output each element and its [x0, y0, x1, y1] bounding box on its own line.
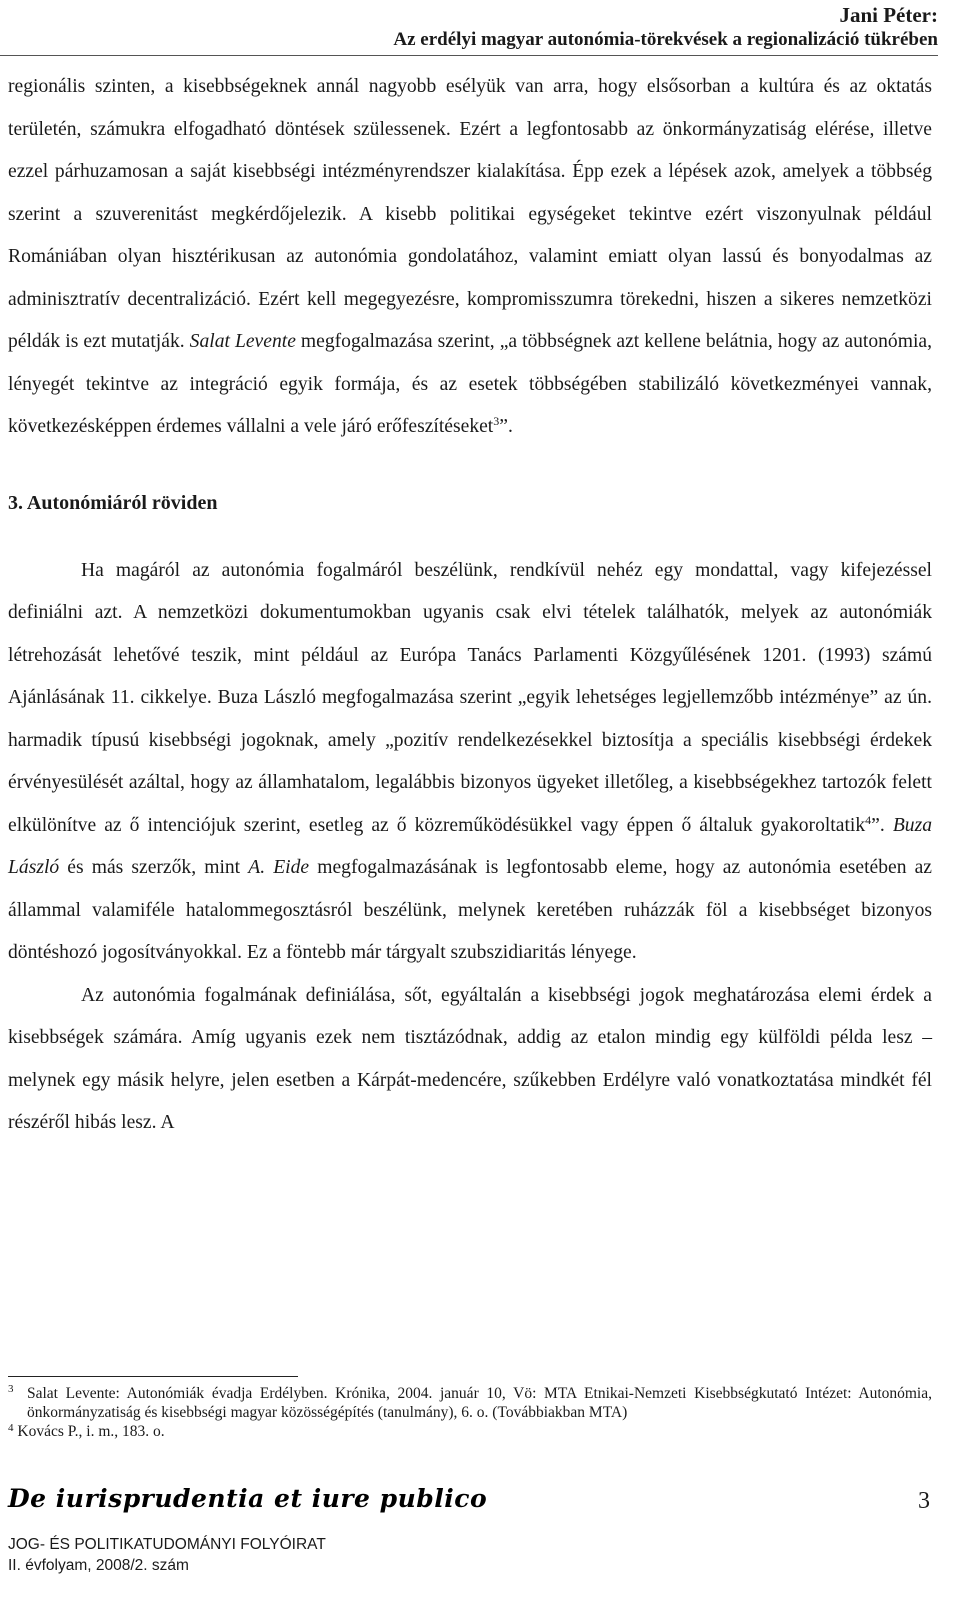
- footnotes: [8, 1384, 932, 1441]
- author-name: A. Eide: [248, 857, 310, 878]
- running-header: [393, 2, 938, 52]
- page-number: 3: [918, 1488, 930, 1514]
- paragraph: Az autonómia fogalmának definiálása, sőt, egyáltalán a kisebbségi jogok meghatározása elemi érdek a kisebbségek számára. Amíg ugyanis ezek nem tisztázódnak, addig az etalon mindig egy külföldi példa lesz – melynek egy másik helyre, jelen esetben a Kárpát-medencére, szűkebben Erdélyre való vonatkoztatása mindkét fél részéről hibás lesz. A: [8, 984, 932, 1133]
- footnote-ref: 3: [493, 414, 500, 428]
- header-title: Az erdélyi magyar autonómia-törekvések a regionalizáció tükrében: [393, 29, 938, 50]
- section-heading: 3. Autonómiáról röviden: [8, 491, 218, 514]
- journal-subtitle: JOG- ÉS POLITIKATUDOMÁNYI FOLYÓIRAT: [8, 1536, 326, 1553]
- header-author: Jani Péter:: [839, 3, 938, 27]
- journal-title: De iurisprudentia et iure publico: [8, 1484, 488, 1513]
- journal-issue: II. évfolyam, 2008/2. szám: [8, 1557, 189, 1574]
- footnote-4: $^4$ Kovács P., i. m., 183. o.: [8, 1422, 165, 1440]
- paragraph: Ha magáról az autonómia fogalmáról beszélünk, rendkívül nehéz egy mondattal, vagy kifejezéssel definiálni azt. A nemzetközi dokumentumokban ugyanis csak elvi tételek találhatók, melyek az autonómiák létrehozását lehetővé teszik, mint például az Európa Tanács Parlamenti Közgyűlésének 1201. (1993) számú Ajánlásának 11. cikkelye. Buza László megfogalmazása szerint „egyik lehetséges legjellemzőbb intézménye” az ún. harmadik típusú kisebbségi jogoknak, amely „pozitív rendelkezésekkel biztosítja a speciális kisebbségi érdekek érvényesülését azáltal, hogy az államhatalom, legalábbis bizonyos ügyeket illetőleg, a kisebbségekhez tartozók felett elkülönítve az ő intenciójuk szerint, esetleg az ő közreműködésükkel vagy éppen ő általuk gyakoroltatik$^4$”. Buza László és más szerzők, mint A. Eide megfogalmazásának is legfontosabb eleme, hogy az autonómia esetében az állammal valamiféle hatalommegosztásról beszélünk, melynek keretében ruházzák föl a kisebbséget bizonyos döntéshozó jogosítványokkal. Ez a föntebb már tárgyalt szubszidiaritás lényege.: [8, 559, 933, 963]
- paragraph: regionális szinten, a kisebbségeknek annál nagyobb esélyük van arra, hogy elsősorban a kultúra és az oktatás területén, számukra elfogadható döntések szülessenek. Ezért a legfontosabb az önkormányzatiság elérése, illetve ezzel párhuzamosan a saját kisebbségi intézményrendszer kialakítása. Épp ezek a lépések azok, amelyek a többség szerint a szuverenitást megkérdőjelezik. A kisebb politikai egységeket tekintve ezért viszonyulnak például Romániában olyan hisztérikusan az autonómia gondolatához, valamint emiatt olyan lassú és bonyodalmas az adminisztratív decentralizáció. Ezért kell megegyezésre, kompromisszumra törekedni, hiszen a sikeres nemzetközi példák is ezt mutatják. Salat Levente megfogalmazása szerint, „a többségnek azt kellene belátnia, hogy az autonómia, lényegét tekintve az integráció egyik formája, és az esetek többségében stabilizáló következményei vannak, következésképpen érdemes vállalni a vele járó erőfeszítéseket$^3$”.: [8, 76, 932, 437]
- body-text: [8, 66, 932, 1145]
- footnote-divider: [8, 1376, 298, 1377]
- author-name: Salat Levente: [189, 331, 296, 352]
- header-divider: [0, 55, 938, 56]
- footnote-3: 3 Salat Levente: Autonómiák évadja Erdélyben. Krónika, 2004. január 10, Vö: MTA Etnikai-Nemzeti Kisebbségkutató Intézet: Autonómia, önkormányzatiság és kisebbségi magyar közösségépítés (tanulmány), 6. o. (Továbbiakban MTA): [8, 1384, 932, 1422]
- footnote-number: 3: [8, 1383, 14, 1395]
- journal-info: [8, 1534, 326, 1576]
- author-name: Buza László: [8, 814, 932, 878]
- footnote-number: 4: [8, 1422, 14, 1434]
- footnote-ref: 4: [865, 812, 872, 827]
